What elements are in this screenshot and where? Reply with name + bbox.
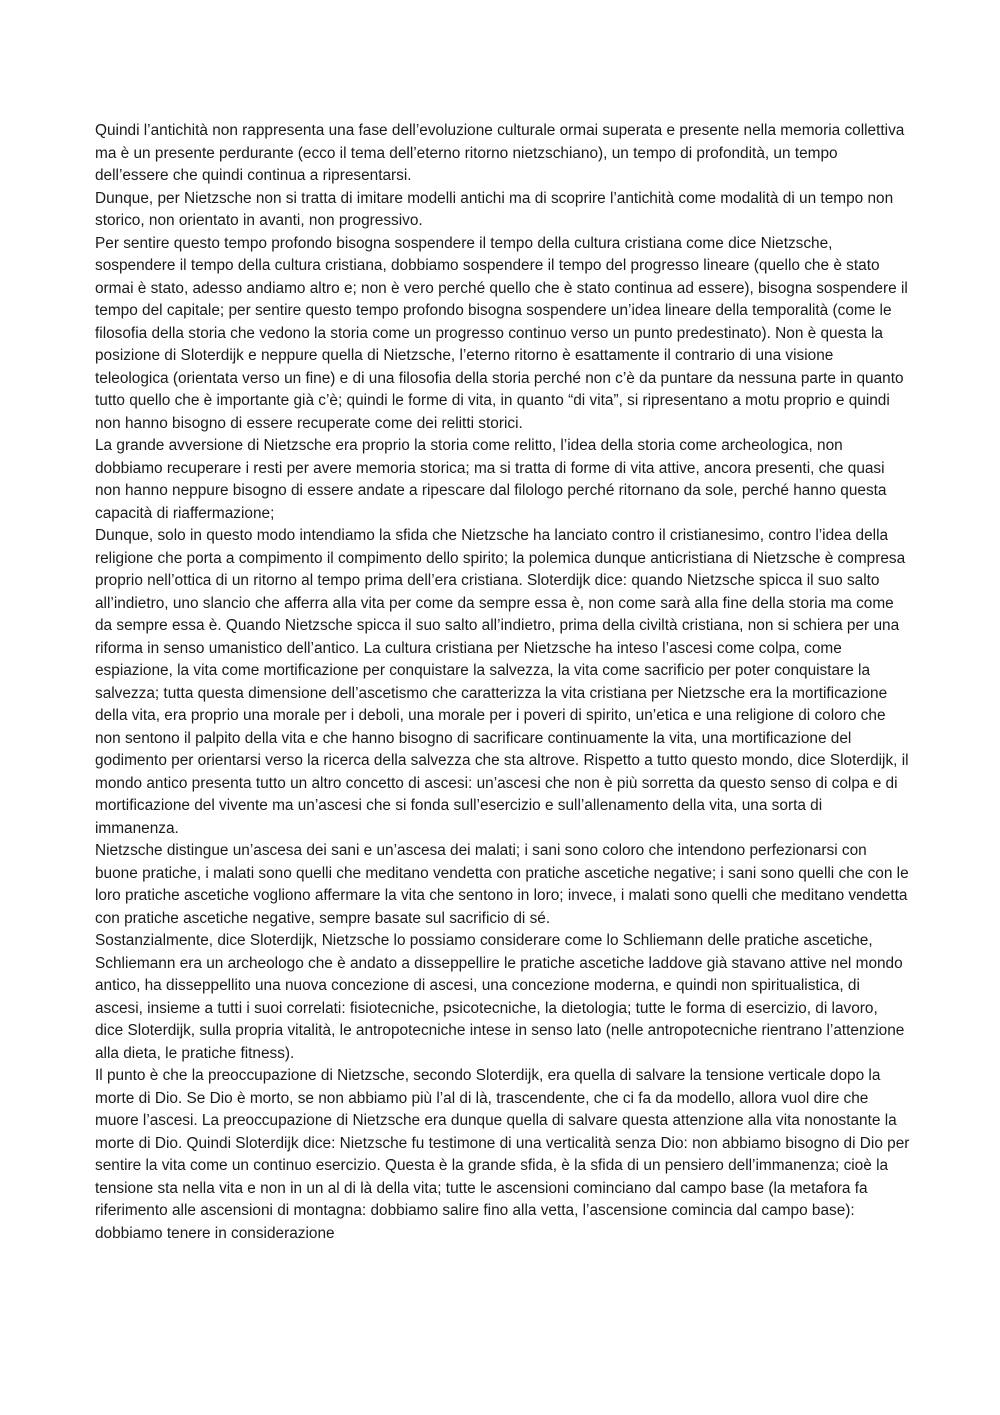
paragraph: Il punto è che la preoccupazione di Nietzsche, secondo Sloterdijk, era quella di salvare la tensione verticale dopo la morte di Dio. Se Dio è morto, se non abbiamo più l’al di là, trascendente, che ci fa da modello, allora vuol dire che muore l’ascesi. La preoccupazione di Nietzsche era dunque quella di salvare questa attenzione alla vita nonostante la morte di Dio. Quindi Sloterdijk dice: Nietzsche fu testimone di una verticalità senza Dio: non abbiamo bisogno di Dio per sentire la vita come un continuo esercizio. Questa è la grande sfida, è la sfida di un pensiero dell’immanenza; cioè la tensione sta nella vita e non in un al di là della vita; tutte le ascensioni cominciano dal campo base (la metafora fa riferimento alle ascensioni di montagna: dobbiamo salire fino alla vetta, l’ascensione comincia dal campo base): dobbiamo tenere in considerazione xyxy=(95,1067,910,1242)
paragraph: Sostanzialmente, dice Sloterdijk, Nietzsche lo possiamo considerare come lo Schliemann delle pratiche ascetiche, Schliemann era un archeologo che è andato a disseppellire le pratiche ascetiche laddove già stavano attive nel mondo antico, ha disseppellito una nuova concezione di ascesi, una concezione moderna, e quindi non spiritualistica, di ascesi, insieme a tutti i suoi correlati: fisiotecniche, psicotecniche, la dietologia; tutte le forma di esercizio, di lavoro, dice Sloterdijk, sulla propria vitalità, le antropotecniche intese in senso lato (nelle antropotecniche rientrano l’attenzione alla dieta, le pratiche fitness). xyxy=(95,932,905,1062)
paragraph: Dunque, per Nietzsche non si tratta di imitare modelli antichi ma di scoprire l’antichità come modalità di un tempo non storico, non orientato in avanti, non progressivo. xyxy=(95,189,894,229)
paragraph: Dunque, solo in questo modo intendiamo la sfida che Nietzsche ha lanciato contro il cristianesimo, contro l’idea della religione che porta a compimento il compimento dello spirito; la polemica dunque anticristiana di Nietzsche è compresa proprio nell’ottica di un ritorno al tempo prima dell’era cristiana. Sloterdijk dice: quando Nietzsche spicca il suo salto all’indietro, uno slancio che afferra alla vita per come da sempre essa è, non come sarà alla fine della storia ma come da sempre essa è. Quando Nietzsche spicca il suo salto all’indietro, prima della civiltà cristiana, non si schiera per una riforma in senso umanistico dell’antico. La cultura cristiana per Nietzsche ha inteso l’ascesi come colpa, come espiazione, la vita come mortificazione per conquistare la salvezza, la vita come sacrificio per poter conquistare la salvezza; tutta questa dimensione dell’ascetismo che caratterizza la vita cristiana per Nietzsche era la mortificazione della vita, era proprio una morale per i deboli, una morale per i poveri di spirito, un’etica e una religione di coloro che non sentono il palpito della vita e che hanno bisogno di sacrificare continuamente la vita, una mortificazione del godimento per orientarsi verso la ricerca della salvezza che sta altrove. Rispetto a tutto questo mondo, dice Sloterdijk, il mondo antico presenta tutto un altro concetto di ascesi: un’ascesi che non è più sorretta da questo senso di colpa e di mortificazione del vivente ma un’ascesi che si fonda sull’esercizio e sull’allenamento della vita, una sorta di immanenza. xyxy=(95,527,909,837)
paragraph: Quindi l’antichità non rappresenta una fase dell’evoluzione culturale ormai superata e presente nella memoria collettiva ma è un presente perdurante (ecco il tema dell’eterno ritorno nietzschiano), un tempo di profondità, un tempo dell’essere che quindi continua a ripresentarsi. xyxy=(95,122,905,184)
paragraph: La grande avversione di Nietzsche era proprio la storia come relitto, l’idea della storia come archeologica, non dobbiamo recuperare i resti per avere memoria storica; ma si tratta di forme di vita attive, ancora presenti, che quasi non hanno neppure bisogno di essere andate a ripescare dal filologo perché ritornano da sole, perché hanno questa capacità di riaffermazione; xyxy=(95,437,887,522)
paragraph: Per sentire questo tempo profondo bisogna sospendere il tempo della cultura cristiana come dice Nietzsche, sospendere il tempo della cultura cristiana, dobbiamo sospendere il tempo del progresso lineare (quello che è stato ormai è stato, adesso andiamo altro e; non è vero perché quello che è stato continua ad essere), bisogna sospendere il tempo del capitale; per sentire questo tempo profondo bisogna sospendere un’idea lineare della temporalità (come le filosofia della storia che vedono la storia come un progresso continuo verso un punto predestinato). Non è questa la posizione di Sloterdijk e neppure quella di Nietzsche, l’eterno ritorno è esattamente il contrario di una visione teleologica (orientata verso un fine) e di una filosofia della storia perché non c’è da puntare da nessuna parte in quanto tutto quello che è importante già c’è; quindi le forme di vita, in quanto “di vita”, si ripresentano a motu proprio e quindi non hanno bisogno di essere recuperate come dei relitti storici. xyxy=(95,234,908,432)
body-text xyxy=(95,120,910,1245)
paragraph: Nietzsche distingue un’ascesa dei sani e un’ascesa dei malati; i sani sono coloro che intendono perfezionarsi con buone pratiche, i malati sono quelli che meditano vendetta con pratiche ascetiche negative; i sani sono quelli che con le loro pratiche ascetiche vogliono affermare la vita che sentono in loro; invece, i malati sono quelli che meditano vendetta con pratiche ascetiche negative, sempre basate sul sacrificio di sé. xyxy=(95,842,909,927)
